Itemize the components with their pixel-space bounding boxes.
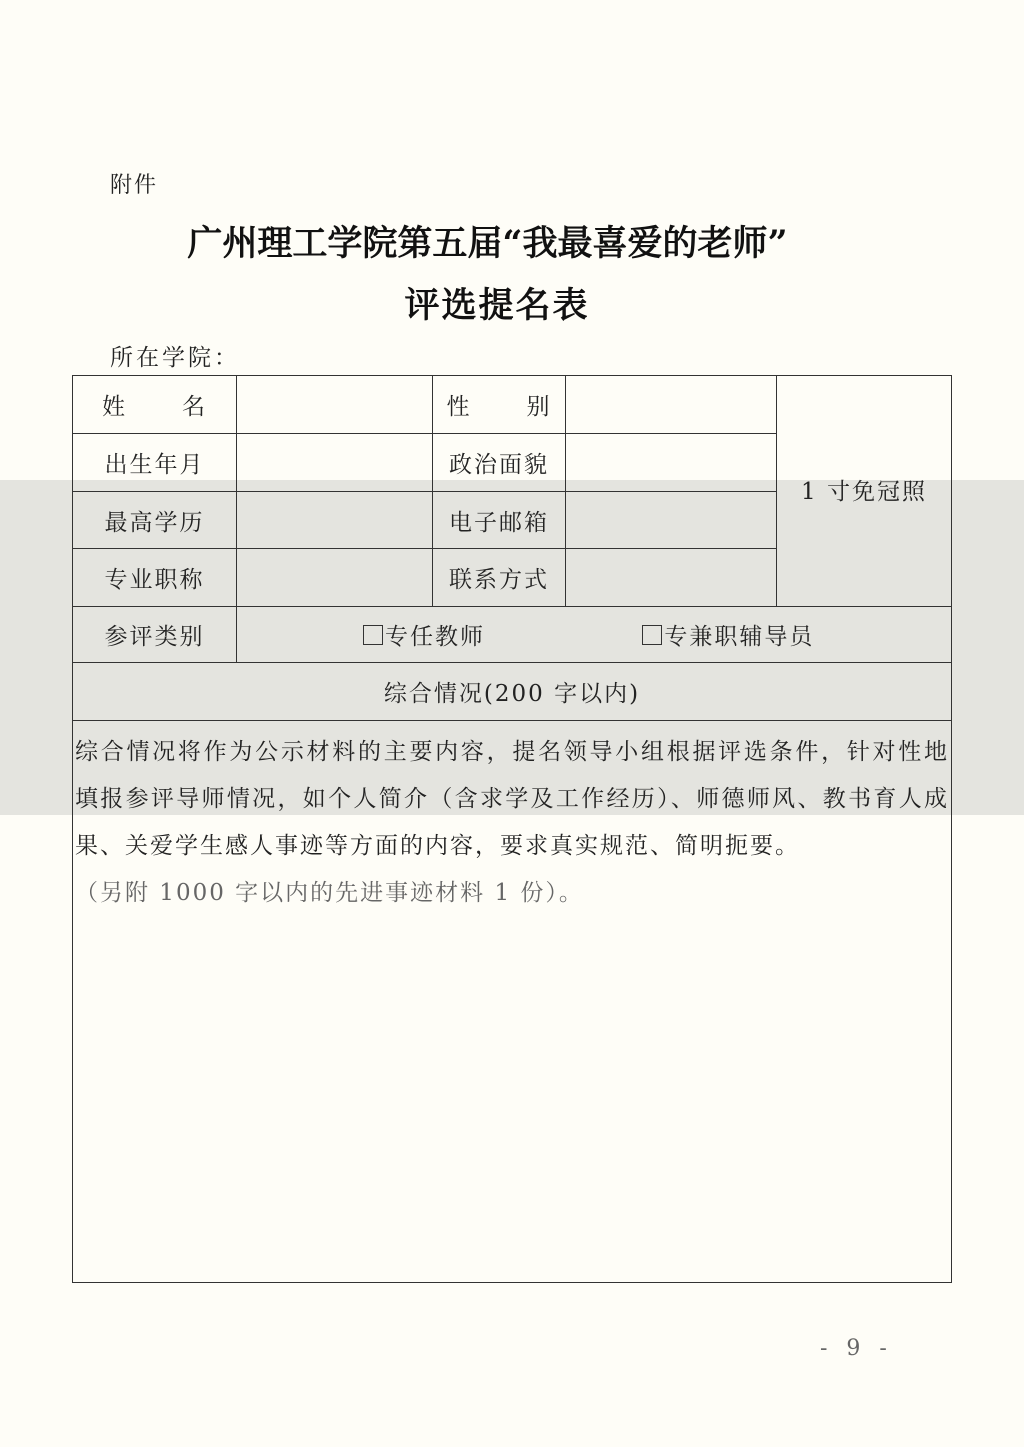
contact-field[interactable] [566,549,777,607]
summary-note: （另附 1000 字以内的先进事迹材料 1 份）。 [75,880,584,906]
title-label: 专业职称 [73,549,237,607]
name-field[interactable] [237,376,433,434]
birth-label: 出生年月 [73,434,237,492]
summary-field[interactable] [73,721,952,1283]
row-category [73,607,952,663]
gender-label-cell [433,376,566,434]
political-label: 政治面貌 [433,434,566,492]
education-field[interactable] [237,492,433,549]
contact-label: 联系方式 [433,549,566,607]
page-number: - 9 - [820,1336,893,1361]
name-label: 姓 名 [102,394,207,420]
email-field[interactable] [566,492,777,549]
option-parttime-counselor[interactable] [642,618,814,651]
checkbox-icon[interactable] [363,625,383,645]
summary-instructions: 综合情况将作为公示材料的主要内容，提名领导小组根据评选条件，针对性地填报参评导师情况，如个人简介（含求学及工作经历）、师德师风、教书育人成果、关爱学生感人事迹等方面的内容，要求真实规范、简明扼要。 [75,739,949,859]
attachment-label: 附件 [110,173,159,198]
summary-header: 综合情况(200 字以内) [73,663,952,721]
option-fulltime-label: 专任教师 [385,624,485,650]
photo-label: 1 寸免冠照 [801,478,927,505]
name-label-cell [73,376,237,434]
row-name-gender [73,376,952,434]
nomination-form-table [72,375,952,1283]
gender-label: 性 别 [446,394,552,420]
political-field[interactable] [566,434,777,492]
form-subtitle: 评选提名表 [404,285,590,326]
photo-field[interactable] [777,376,952,607]
category-options [237,607,952,663]
email-label: 电子邮箱 [433,492,566,549]
title-field[interactable] [237,549,433,607]
option-fulltime-teacher[interactable] [363,618,485,651]
form-title: 广州理工学院第五届“我最喜爱的老师” [187,223,788,264]
checkbox-icon[interactable] [642,625,662,645]
row-summary-header [73,663,952,721]
category-label: 参评类别 [73,607,237,663]
option-parttime-label: 专兼职辅导员 [664,624,815,650]
birth-field[interactable] [237,434,433,492]
college-label: 所在学院： [110,345,240,371]
education-label: 最高学历 [73,492,237,549]
gender-field[interactable] [566,376,777,434]
row-summary-body [73,721,952,1283]
